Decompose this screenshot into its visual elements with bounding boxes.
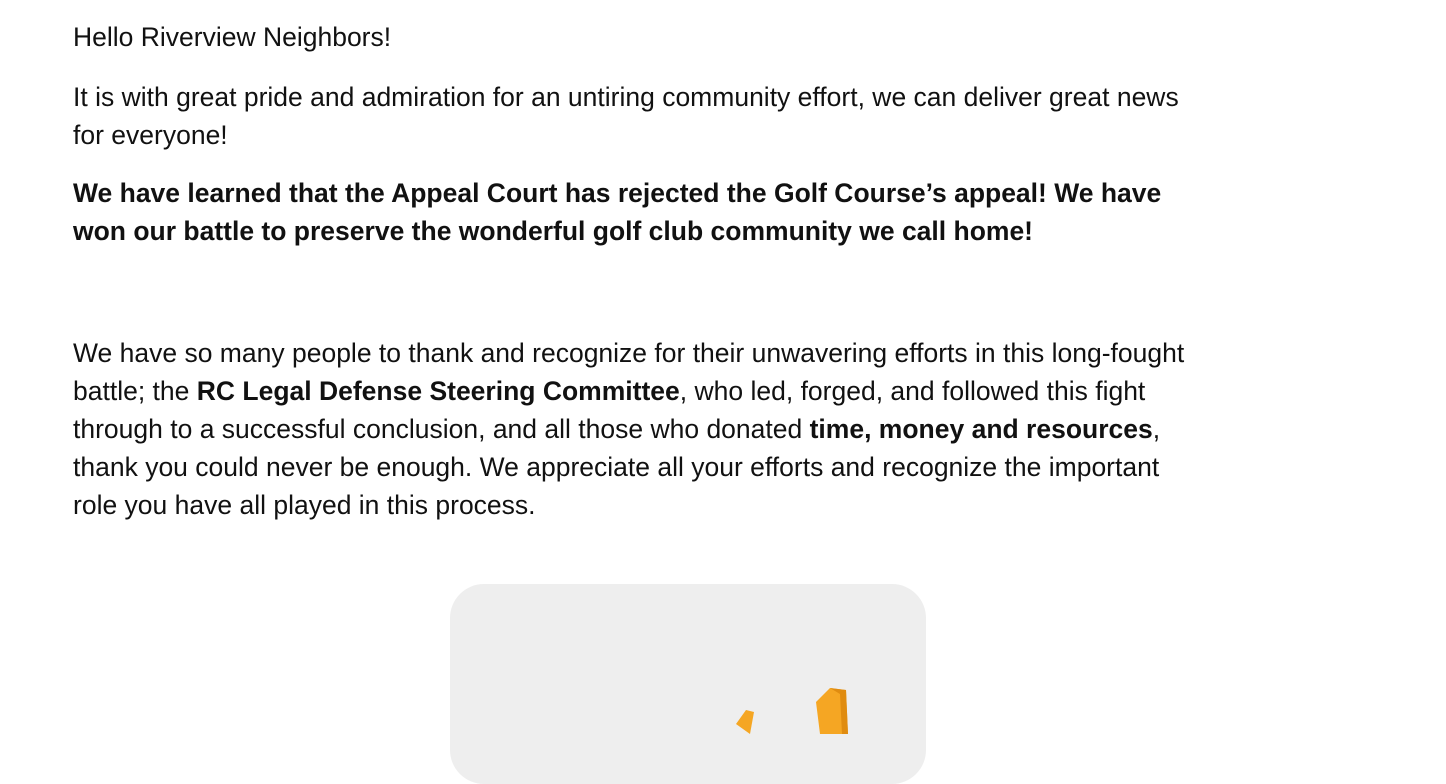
thanks-line-2-end: , who led, forged, and followed this fight: [679, 376, 1146, 406]
thanks-line-3: [73, 410, 1184, 448]
thanks-line-3-end: ,: [1152, 414, 1161, 444]
thanks-line-2-start: battle; the: [73, 376, 197, 406]
thanks-line-2: [73, 372, 1184, 410]
celebration-image: [450, 584, 926, 784]
celebration-graphic-icon: [450, 584, 926, 784]
news-line-1: We have learned that the Appeal Court has rejected the Golf Course’s appeal! We have: [73, 178, 1162, 208]
donations-emphasis: time, money and resources: [809, 414, 1153, 444]
intro-line-1: It is with great pride and admiration for an untiring community effort, we can deliver great news: [73, 82, 1179, 112]
intro-line-2: for everyone!: [73, 120, 228, 150]
thanks-line-3-start: through to a successful conclusion, and all those who donated: [73, 414, 810, 444]
committee-name: RC Legal Defense Steering Committee: [196, 376, 680, 406]
intro-paragraph: [73, 78, 1179, 154]
thanks-line-1: We have so many people to thank and recognize for their unwavering efforts in this long-fought: [73, 338, 1185, 368]
thanks-paragraph: [73, 334, 1184, 524]
orange-shape-left: [736, 710, 754, 734]
greeting: Hello Riverview Neighbors!: [73, 22, 392, 52]
news-line-2: won our battle to preserve the wonderful golf club community we call home!: [73, 216, 1034, 246]
news-paragraph: [73, 174, 1161, 250]
thanks-line-5: role you have all played in this process.: [73, 490, 536, 520]
thanks-line-4: thank you could never be enough. We appreciate all your efforts and recognize the important: [73, 452, 1160, 482]
